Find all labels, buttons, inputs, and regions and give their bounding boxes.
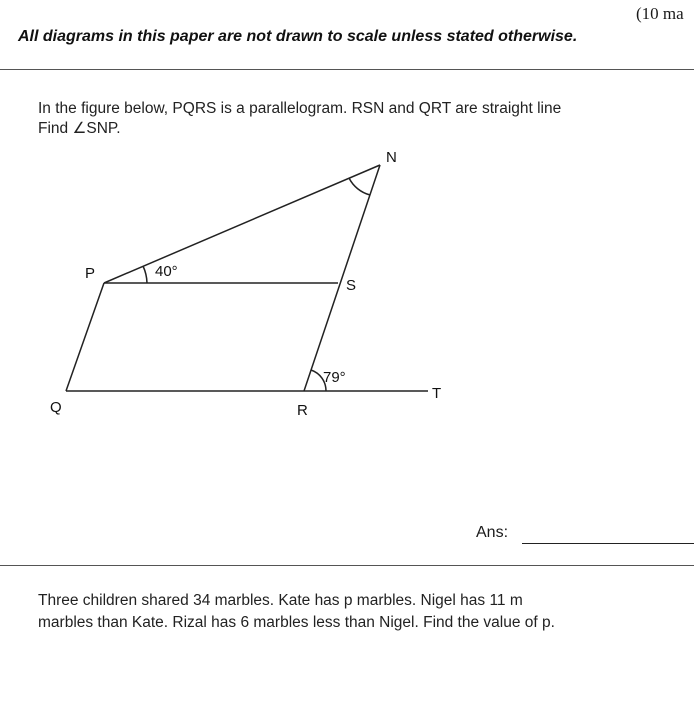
question2-line2: marbles than Kate. Rizal has 6 marbles less than Nigel. Find the value of p. <box>38 614 555 631</box>
instruction-note: All diagrams in this paper are not drawn to scale unless stated otherwise. <box>18 28 578 45</box>
question1-line2: Find ∠SNP. <box>38 120 121 137</box>
answer-label: Ans: <box>476 524 509 541</box>
angle-arc-n <box>349 178 370 195</box>
answer-blank[interactable] <box>522 543 694 544</box>
label-n: N <box>386 149 397 166</box>
divider-bottom <box>0 565 694 566</box>
segment-rn <box>304 165 380 391</box>
angle-label-r: 79° <box>323 369 346 386</box>
angle-arc-p <box>143 266 147 283</box>
label-t: T <box>432 385 442 402</box>
segment-pn <box>104 165 380 283</box>
question2-line1: Three children shared 34 marbles. Kate has p marbles. Nigel has 11 m <box>38 592 523 609</box>
question1-line1: In the figure below, PQRS is a parallelogram. RSN and QRT are straight line <box>38 100 562 117</box>
segment-pq <box>66 283 104 391</box>
label-s: S <box>346 277 357 294</box>
label-p: P <box>85 265 96 282</box>
marks-text: (10 ma <box>636 4 684 23</box>
label-r: R <box>297 402 308 419</box>
angle-label-p: 40° <box>155 263 178 280</box>
label-q: Q <box>50 399 62 416</box>
